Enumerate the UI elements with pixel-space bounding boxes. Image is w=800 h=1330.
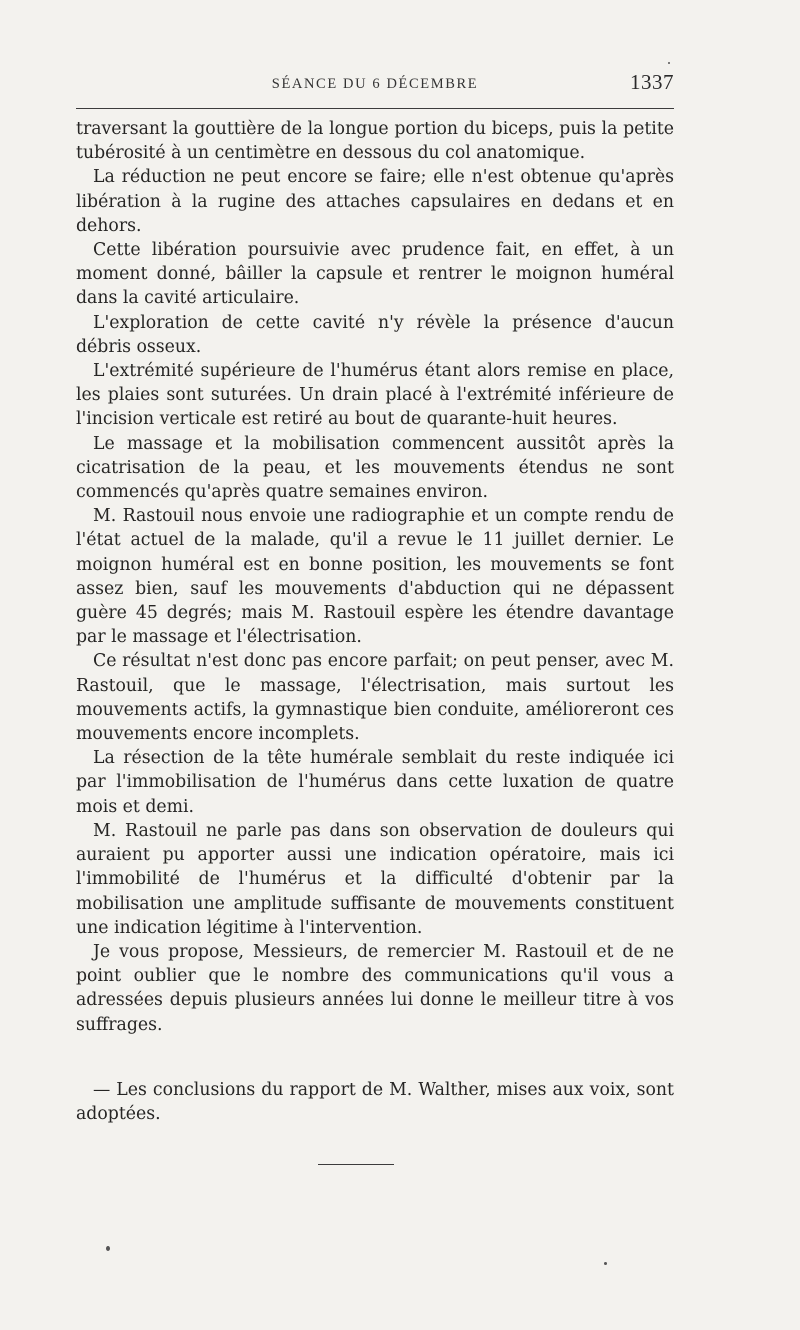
running-title: SÉANCE DU 6 DÉCEMBRE [271,76,479,92]
paragraph: M. Rastouil nous envoie une radiographie et un compte rendu de l'état actuel de la malade, qu'il a revue le 11 juillet dernier. Le moignon huméral est en bonne position, les mouvements se font assez bien, sauf les mouvements d'abduction qui ne dépassent guère 45 degrés; mais M. Rastouil espère les étendre davantage par le massage et l'électrisation. [76,506,674,648]
print-speck [106,1246,110,1251]
body-text [76,117,674,1037]
paragraph: L'exploration de cette cavité n'y révèle la présence d'aucun débris osseux. [76,312,674,357]
header-rule [76,108,674,109]
running-head [76,70,674,100]
paragraph: La résection de la tête humérale semblait du reste indiquée ici par l'immobilisation de l'humérus dans cette luxation de quatre mois et demi. [76,748,674,817]
print-speck [668,62,670,64]
end-rule [318,1164,394,1165]
conclusion-paragraph: — Les conclusions du rapport de M. Walther, mises aux voix, sont adoptées. [76,1080,674,1125]
paragraph: La réduction ne peut encore se faire; elle n'est obtenue qu'après libération à la rugine des attaches capsulaires en dedans et en dehors. [76,167,674,236]
paragraph: Le massage et la mobilisation commencent aussitôt après la cicatrisation de la peau, et les mouvements étendus ne sont commencés qu'après quatre semaines environ. [76,433,674,503]
paragraph: M. Rastouil ne parle pas dans son observation de douleurs qui auraient pu apporter aussi une indication opératoire, mais ici l'immobilité de l'humérus et la difficulté d'obtenir par la mobilisation une amplitude suffisante de mouvements constituent une indication légitime à l'intervention. [76,820,674,938]
paragraph: Je vous propose, Messieurs, de remercier M. Rastouil et de ne point oublier que le nombre des communications qu'il vous a adressées depuis plusieurs années lui donne le meilleur titre à vos suffrages. [76,941,674,1035]
paragraph-continuation: traversant la gouttière de la longue portion du biceps, puis la petite tubérosité à un centimètre en dessous du col anatomique. [76,119,674,164]
paragraph: Ce résultat n'est donc pas encore parfait; on peut penser, avec M. Rastouil, que le massage, l'électrisation, mais surtout les mouvements actifs, la gymnastique bien conduite, amélioreront ces mouvements encore incomplets. [76,651,674,745]
paragraph: Cette libération poursuivie avec prudence fait, en effet, à un moment donné, bâiller la capsule et rentrer le moignon huméral dans la cavité articulaire. [76,240,674,309]
paragraph: L'extrémité supérieure de l'humérus étant alors remise en place, les plaies sont suturées. Un drain placé à l'extrémité inférieure de l'incision verticale est retiré au bout de quarante-huit heures. [76,361,674,430]
conclusion [76,1078,674,1126]
page-number: 1337 [630,70,674,94]
print-speck [604,1262,607,1265]
